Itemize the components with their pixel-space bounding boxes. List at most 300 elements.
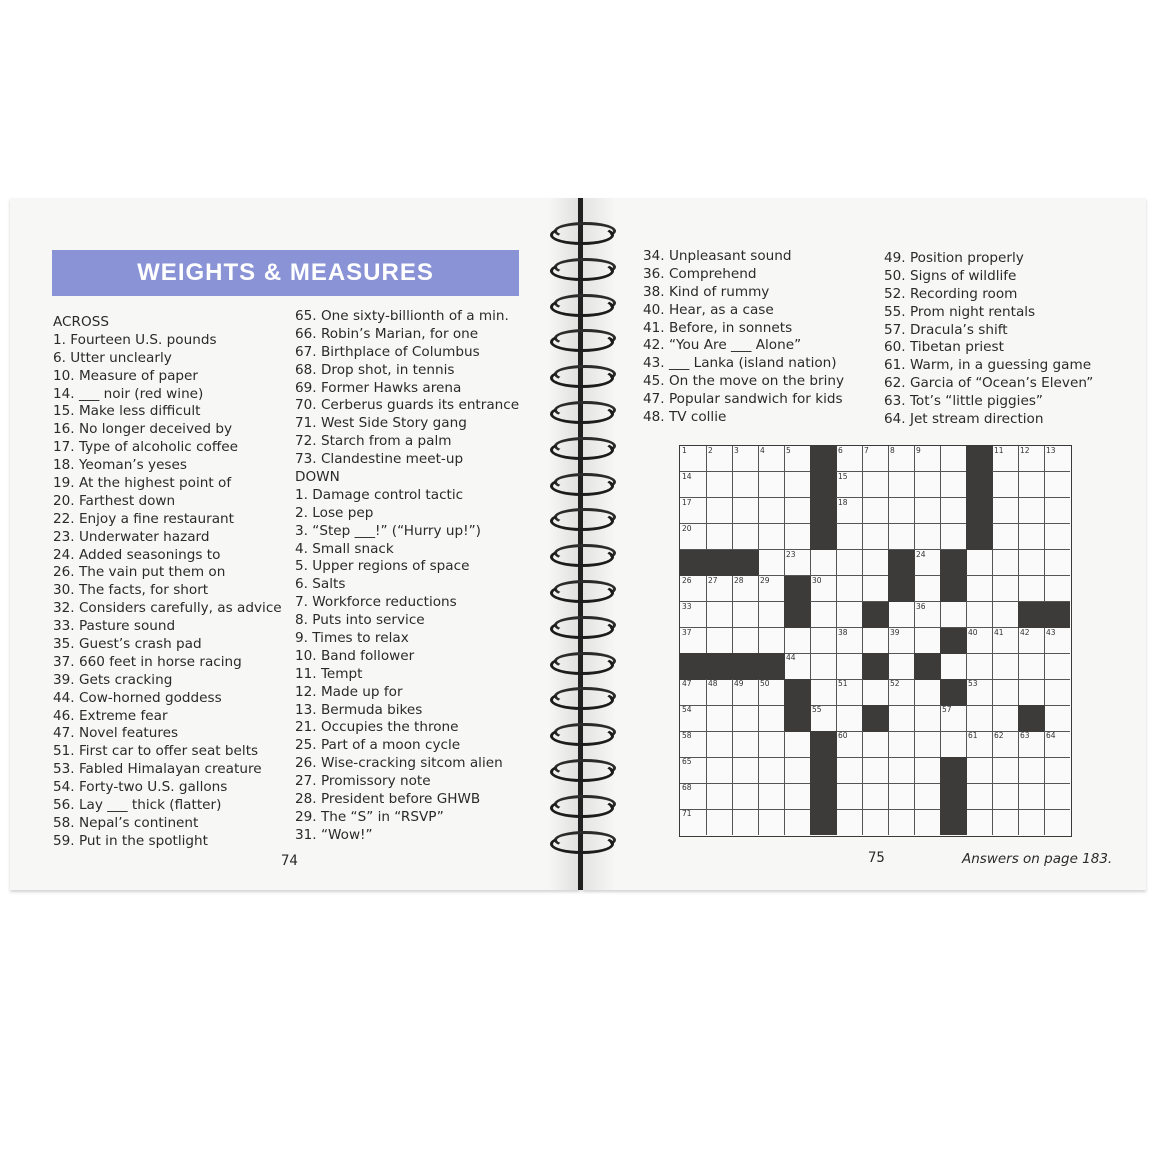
grid-cell[interactable] bbox=[992, 602, 1019, 628]
grid-cell[interactable] bbox=[1018, 731, 1045, 757]
grid-cell[interactable] bbox=[862, 524, 889, 550]
grid-cell[interactable] bbox=[966, 757, 993, 783]
clue-item: 64. Jet stream direction bbox=[884, 411, 1044, 428]
grid-cell[interactable] bbox=[1018, 446, 1045, 472]
grid-cell[interactable] bbox=[1044, 498, 1070, 524]
grid-cell[interactable] bbox=[706, 498, 733, 524]
grid-cell[interactable] bbox=[1044, 628, 1070, 654]
cell-number: 53 bbox=[968, 679, 978, 689]
clue-item: 32. Considers carefully, as advice bbox=[53, 600, 282, 617]
grid-cell[interactable] bbox=[992, 472, 1019, 498]
clue-item: 8. Puts into service bbox=[295, 612, 425, 629]
cell-number: 4 bbox=[760, 446, 765, 455]
grid-cell[interactable] bbox=[862, 809, 889, 835]
grid-cell[interactable] bbox=[706, 809, 733, 835]
clue-item: 55. Prom night rentals bbox=[884, 303, 1036, 320]
grid-cell[interactable] bbox=[784, 524, 811, 550]
clue-item: 42. “You Are ___ Alone” bbox=[643, 337, 802, 354]
clue-item: 66. Robin’s Marian, for one bbox=[295, 325, 479, 342]
grid-block bbox=[810, 446, 837, 472]
binding-ring bbox=[548, 652, 614, 674]
grid-cell[interactable] bbox=[1044, 653, 1070, 679]
grid-cell[interactable] bbox=[758, 446, 785, 472]
grid-cell[interactable] bbox=[732, 446, 759, 472]
grid-cell[interactable] bbox=[1018, 757, 1045, 783]
grid-block bbox=[784, 705, 811, 731]
grid-block bbox=[966, 446, 993, 472]
clue-item: 2. Lose pep bbox=[295, 504, 374, 521]
cell-number: 30 bbox=[812, 575, 822, 585]
grid-cell[interactable] bbox=[940, 705, 967, 731]
grid-cell[interactable] bbox=[1018, 550, 1045, 576]
grid-cell[interactable] bbox=[706, 446, 733, 472]
grid-cell[interactable] bbox=[758, 731, 785, 757]
clue-item: 50. Signs of wildlife bbox=[884, 267, 1017, 284]
cell-number: 27 bbox=[708, 575, 718, 585]
cell-number: 15 bbox=[838, 471, 848, 481]
cell-number: 24 bbox=[916, 549, 926, 559]
grid-block bbox=[732, 550, 759, 576]
cell-number: 11 bbox=[994, 446, 1004, 455]
grid-cell[interactable] bbox=[888, 628, 915, 654]
grid-cell[interactable] bbox=[914, 576, 941, 602]
binding-ring bbox=[548, 437, 614, 459]
grid-cell[interactable] bbox=[836, 705, 863, 731]
grid-cell[interactable] bbox=[836, 679, 863, 705]
grid-cell[interactable] bbox=[862, 498, 889, 524]
grid-cell[interactable] bbox=[914, 783, 941, 809]
grid-block bbox=[784, 576, 811, 602]
spiral-binding bbox=[548, 222, 618, 872]
binding-ring bbox=[548, 258, 614, 280]
cell-number: 9 bbox=[916, 446, 921, 455]
clue-item: 58. Nepal’s continent bbox=[53, 814, 199, 831]
grid-cell[interactable] bbox=[1044, 705, 1070, 731]
grid-cell[interactable] bbox=[888, 653, 915, 679]
grid-cell[interactable] bbox=[758, 576, 785, 602]
grid-cell[interactable] bbox=[966, 809, 993, 835]
grid-cell[interactable] bbox=[784, 757, 811, 783]
clue-item: 63. Tot’s “little piggies” bbox=[884, 393, 1043, 410]
grid-cell[interactable] bbox=[992, 783, 1019, 809]
grid-cell[interactable] bbox=[732, 757, 759, 783]
grid-cell[interactable] bbox=[914, 628, 941, 654]
grid-block bbox=[940, 679, 967, 705]
grid-cell[interactable] bbox=[888, 679, 915, 705]
grid-cell[interactable] bbox=[836, 602, 863, 628]
grid-cell[interactable] bbox=[810, 653, 837, 679]
clue-item: 7. Workforce reductions bbox=[295, 594, 457, 611]
grid-cell[interactable] bbox=[680, 524, 707, 550]
clue-item: 61. Warm, in a guessing game bbox=[884, 357, 1092, 374]
grid-cell[interactable] bbox=[992, 628, 1019, 654]
grid-cell[interactable] bbox=[862, 550, 889, 576]
grid-block bbox=[810, 498, 837, 524]
grid-cell[interactable] bbox=[862, 446, 889, 472]
grid-cell[interactable] bbox=[914, 731, 941, 757]
grid-cell[interactable] bbox=[680, 498, 707, 524]
clue-item: 68. Drop shot, in tennis bbox=[295, 361, 455, 378]
grid-cell[interactable] bbox=[784, 472, 811, 498]
clue-item: 35. Guest’s crash pad bbox=[53, 636, 202, 653]
clue-item: 71. West Side Story gang bbox=[295, 415, 467, 432]
grid-cell[interactable] bbox=[836, 809, 863, 835]
clue-column-2 bbox=[295, 308, 519, 845]
grid-cell[interactable] bbox=[758, 679, 785, 705]
binding-ring bbox=[548, 544, 614, 566]
grid-cell[interactable] bbox=[784, 731, 811, 757]
grid-block bbox=[758, 653, 785, 679]
grid-cell[interactable] bbox=[732, 809, 759, 835]
grid-cell[interactable] bbox=[992, 550, 1019, 576]
clue-item: 51. First car to offer seat belts bbox=[53, 743, 259, 760]
cell-number: 5 bbox=[786, 446, 791, 455]
grid-cell[interactable] bbox=[680, 472, 707, 498]
grid-cell[interactable] bbox=[784, 446, 811, 472]
clue-item: 20. Farthest down bbox=[53, 492, 176, 509]
grid-cell[interactable] bbox=[706, 524, 733, 550]
cell-number: 8 bbox=[890, 446, 895, 455]
grid-cell[interactable] bbox=[1044, 783, 1070, 809]
grid-cell[interactable] bbox=[732, 524, 759, 550]
grid-cell[interactable] bbox=[1044, 576, 1070, 602]
grid-cell[interactable] bbox=[888, 472, 915, 498]
grid-block bbox=[810, 783, 837, 809]
grid-cell[interactable] bbox=[1018, 809, 1045, 835]
grid-block bbox=[862, 705, 889, 731]
grid-cell[interactable] bbox=[732, 628, 759, 654]
clue-item: 54. Forty-two U.S. gallons bbox=[53, 779, 228, 796]
grid-cell[interactable] bbox=[706, 731, 733, 757]
grid-block bbox=[940, 576, 967, 602]
grid-block bbox=[940, 809, 967, 835]
grid-cell[interactable] bbox=[862, 731, 889, 757]
grid-cell[interactable] bbox=[810, 550, 837, 576]
grid-cell[interactable] bbox=[940, 602, 967, 628]
grid-cell[interactable] bbox=[836, 653, 863, 679]
grid-cell[interactable] bbox=[836, 576, 863, 602]
clue-item: 27. Promissory note bbox=[295, 773, 431, 790]
grid-cell[interactable] bbox=[680, 446, 707, 472]
grid-cell[interactable] bbox=[732, 602, 759, 628]
grid-cell[interactable] bbox=[680, 809, 707, 835]
binding-ring bbox=[548, 329, 614, 351]
grid-cell[interactable] bbox=[706, 783, 733, 809]
cell-number: 48 bbox=[708, 679, 718, 689]
grid-cell[interactable] bbox=[992, 524, 1019, 550]
clue-column-4 bbox=[884, 250, 1093, 429]
clue-item: 22. Enjoy a fine restaurant bbox=[53, 510, 234, 527]
left-page bbox=[10, 198, 580, 890]
cell-number: 41 bbox=[994, 627, 1004, 637]
clue-item: 47. Novel features bbox=[53, 725, 179, 742]
grid-cell[interactable] bbox=[732, 576, 759, 602]
cell-number: 6 bbox=[838, 446, 843, 455]
grid-cell[interactable] bbox=[1044, 550, 1070, 576]
grid-cell[interactable] bbox=[992, 498, 1019, 524]
grid-cell[interactable] bbox=[914, 809, 941, 835]
grid-cell[interactable] bbox=[758, 809, 785, 835]
grid-cell[interactable] bbox=[1044, 679, 1070, 705]
clue-item: 28. President before GHWB bbox=[295, 791, 481, 808]
grid-block bbox=[706, 653, 733, 679]
cell-number: 18 bbox=[838, 497, 848, 507]
cell-number: 23 bbox=[786, 549, 796, 559]
grid-cell[interactable] bbox=[758, 602, 785, 628]
grid-cell[interactable] bbox=[888, 809, 915, 835]
grid-cell[interactable] bbox=[784, 498, 811, 524]
clue-item: 62. Garcia of “Ocean’s Eleven” bbox=[884, 375, 1094, 392]
grid-cell[interactable] bbox=[758, 550, 785, 576]
cell-number: 2 bbox=[708, 446, 713, 455]
grid-cell[interactable] bbox=[992, 446, 1019, 472]
grid-cell[interactable] bbox=[758, 757, 785, 783]
clue-item: 11. Tempt bbox=[295, 665, 363, 682]
grid-cell[interactable] bbox=[706, 576, 733, 602]
grid-cell[interactable] bbox=[1018, 576, 1045, 602]
grid-cell[interactable] bbox=[784, 653, 811, 679]
binding-ring bbox=[548, 222, 614, 244]
grid-cell[interactable] bbox=[914, 602, 941, 628]
grid-cell[interactable] bbox=[706, 472, 733, 498]
grid-cell[interactable] bbox=[940, 731, 967, 757]
grid-cell[interactable] bbox=[732, 472, 759, 498]
grid-cell[interactable] bbox=[888, 446, 915, 472]
grid-cell[interactable] bbox=[836, 498, 863, 524]
grid-block bbox=[862, 602, 889, 628]
grid-cell[interactable] bbox=[836, 550, 863, 576]
grid-cell[interactable] bbox=[966, 576, 993, 602]
binding-ring bbox=[548, 580, 614, 602]
grid-cell[interactable] bbox=[992, 809, 1019, 835]
grid-cell[interactable] bbox=[914, 705, 941, 731]
grid-cell[interactable] bbox=[992, 731, 1019, 757]
grid-cell[interactable] bbox=[914, 524, 941, 550]
grid-cell[interactable] bbox=[888, 757, 915, 783]
grid-block bbox=[1018, 602, 1045, 628]
grid-cell[interactable] bbox=[1044, 757, 1070, 783]
grid-cell[interactable] bbox=[732, 705, 759, 731]
grid-cell[interactable] bbox=[862, 576, 889, 602]
grid-cell[interactable] bbox=[966, 783, 993, 809]
grid-cell[interactable] bbox=[784, 550, 811, 576]
grid-cell[interactable] bbox=[732, 731, 759, 757]
grid-cell[interactable] bbox=[992, 679, 1019, 705]
grid-cell[interactable] bbox=[784, 783, 811, 809]
grid-cell[interactable] bbox=[1044, 446, 1070, 472]
clue-column-1 bbox=[53, 314, 282, 851]
grid-cell[interactable] bbox=[758, 472, 785, 498]
clue-item: 46. Extreme fear bbox=[53, 707, 168, 724]
page-title: WEIGHTS & MEASURES bbox=[137, 259, 434, 286]
grid-cell[interactable] bbox=[992, 653, 1019, 679]
grid-cell[interactable] bbox=[940, 498, 967, 524]
grid-cell[interactable] bbox=[914, 446, 941, 472]
grid-cell[interactable] bbox=[836, 757, 863, 783]
section-heading: DOWN bbox=[295, 469, 340, 486]
grid-cell[interactable] bbox=[1018, 783, 1045, 809]
grid-cell[interactable] bbox=[966, 731, 993, 757]
clue-item: 10. Band follower bbox=[295, 647, 415, 664]
grid-cell[interactable] bbox=[706, 757, 733, 783]
grid-cell[interactable] bbox=[706, 628, 733, 654]
grid-cell[interactable] bbox=[914, 679, 941, 705]
grid-cell[interactable] bbox=[940, 653, 967, 679]
grid-cell[interactable] bbox=[810, 628, 837, 654]
grid-cell[interactable] bbox=[680, 705, 707, 731]
grid-block bbox=[914, 653, 941, 679]
grid-cell[interactable] bbox=[888, 731, 915, 757]
grid-cell[interactable] bbox=[732, 498, 759, 524]
grid-cell[interactable] bbox=[940, 446, 967, 472]
grid-cell[interactable] bbox=[680, 602, 707, 628]
grid-cell[interactable] bbox=[888, 783, 915, 809]
cell-number: 36 bbox=[916, 601, 926, 611]
grid-cell[interactable] bbox=[966, 550, 993, 576]
cell-number: 52 bbox=[890, 679, 900, 689]
grid-cell[interactable] bbox=[680, 757, 707, 783]
grid-cell[interactable] bbox=[680, 576, 707, 602]
grid-cell[interactable] bbox=[888, 602, 915, 628]
grid-cell[interactable] bbox=[992, 705, 1019, 731]
grid-cell[interactable] bbox=[706, 602, 733, 628]
clue-item: 4. Small snack bbox=[295, 540, 394, 557]
grid-cell[interactable] bbox=[966, 602, 993, 628]
grid-cell[interactable] bbox=[1018, 498, 1045, 524]
grid-cell[interactable] bbox=[1018, 628, 1045, 654]
grid-cell[interactable] bbox=[966, 628, 993, 654]
grid-cell[interactable] bbox=[992, 757, 1019, 783]
clue-item: 53. Fabled Himalayan creature bbox=[53, 761, 262, 778]
grid-cell[interactable] bbox=[914, 757, 941, 783]
grid-cell[interactable] bbox=[810, 679, 837, 705]
grid-cell[interactable] bbox=[836, 628, 863, 654]
grid-cell[interactable] bbox=[836, 446, 863, 472]
grid-block bbox=[810, 731, 837, 757]
clue-item: 1. Fourteen U.S. pounds bbox=[53, 331, 217, 348]
grid-cell[interactable] bbox=[888, 524, 915, 550]
grid-cell[interactable] bbox=[784, 809, 811, 835]
grid-cell[interactable] bbox=[836, 783, 863, 809]
grid-cell[interactable] bbox=[836, 524, 863, 550]
cell-number: 71 bbox=[682, 809, 692, 819]
clue-item: 39. Gets cracking bbox=[53, 671, 173, 688]
grid-cell[interactable] bbox=[810, 705, 837, 731]
grid-block bbox=[810, 524, 837, 550]
grid-cell[interactable] bbox=[966, 679, 993, 705]
grid-cell[interactable] bbox=[680, 679, 707, 705]
clue-item: 30. The facts, for short bbox=[53, 582, 209, 599]
grid-cell[interactable] bbox=[940, 472, 967, 498]
grid-cell[interactable] bbox=[758, 498, 785, 524]
grid-cell[interactable] bbox=[732, 783, 759, 809]
grid-cell[interactable] bbox=[810, 602, 837, 628]
cell-number: 14 bbox=[682, 471, 692, 481]
cell-number: 7 bbox=[864, 446, 869, 455]
binding-ring bbox=[548, 687, 614, 709]
grid-cell[interactable] bbox=[1044, 731, 1070, 757]
grid-cell[interactable] bbox=[758, 783, 785, 809]
grid-cell[interactable] bbox=[758, 628, 785, 654]
grid-cell[interactable] bbox=[1044, 809, 1070, 835]
cell-number: 60 bbox=[838, 731, 848, 741]
grid-cell[interactable] bbox=[888, 705, 915, 731]
clue-item: 3. “Step ___!” (“Hurry up!”) bbox=[295, 522, 481, 539]
clue-item: 17. Type of alcoholic coffee bbox=[53, 439, 238, 456]
cell-number: 29 bbox=[760, 575, 770, 585]
clue-item: 10. Measure of paper bbox=[53, 367, 198, 384]
cell-number: 61 bbox=[968, 731, 978, 741]
grid-cell[interactable] bbox=[810, 576, 837, 602]
grid-block bbox=[1044, 602, 1070, 628]
grid-cell[interactable] bbox=[758, 705, 785, 731]
grid-cell[interactable] bbox=[1044, 524, 1070, 550]
clue-item: 15. Make less difficult bbox=[53, 403, 201, 420]
grid-cell[interactable] bbox=[862, 628, 889, 654]
grid-cell[interactable] bbox=[706, 705, 733, 731]
clue-item: 56. Lay ___ thick (flatter) bbox=[53, 797, 222, 814]
grid-cell[interactable] bbox=[940, 524, 967, 550]
answers-note: Answers on page 183. bbox=[962, 851, 1113, 867]
clue-item: 44. Cow-horned goddess bbox=[53, 689, 222, 706]
grid-cell[interactable] bbox=[680, 783, 707, 809]
grid-cell[interactable] bbox=[862, 757, 889, 783]
clue-item: 36. Comprehend bbox=[643, 265, 757, 282]
grid-cell[interactable] bbox=[1044, 472, 1070, 498]
grid-cell[interactable] bbox=[862, 679, 889, 705]
grid-cell[interactable] bbox=[1018, 679, 1045, 705]
cell-number: 51 bbox=[838, 679, 848, 689]
grid-cell[interactable] bbox=[758, 524, 785, 550]
clue-item: 18. Yeoman’s yeses bbox=[53, 457, 187, 474]
grid-cell[interactable] bbox=[914, 550, 941, 576]
grid-cell[interactable] bbox=[784, 628, 811, 654]
grid-cell[interactable] bbox=[836, 472, 863, 498]
grid-block bbox=[940, 550, 967, 576]
cell-number: 58 bbox=[682, 731, 692, 741]
grid-cell[interactable] bbox=[1018, 653, 1045, 679]
grid-cell[interactable] bbox=[732, 679, 759, 705]
grid-cell[interactable] bbox=[966, 705, 993, 731]
grid-cell[interactable] bbox=[680, 731, 707, 757]
clue-item: 26. Wise-cracking sitcom alien bbox=[295, 755, 503, 772]
grid-cell[interactable] bbox=[836, 731, 863, 757]
grid-cell[interactable] bbox=[862, 783, 889, 809]
cell-number: 12 bbox=[1020, 446, 1030, 455]
grid-cell[interactable] bbox=[862, 472, 889, 498]
title-banner bbox=[52, 250, 519, 296]
grid-cell[interactable] bbox=[966, 653, 993, 679]
grid-cell[interactable] bbox=[888, 498, 915, 524]
clue-item: 41. Before, in sonnets bbox=[643, 319, 793, 336]
clue-item: 37. 660 feet in horse racing bbox=[53, 653, 242, 670]
grid-cell[interactable] bbox=[992, 576, 1019, 602]
grid-cell[interactable] bbox=[914, 498, 941, 524]
grid-block bbox=[888, 550, 915, 576]
grid-cell[interactable] bbox=[1018, 472, 1045, 498]
grid-block bbox=[940, 757, 967, 783]
clue-item: 24. Added seasonings to bbox=[53, 546, 221, 563]
grid-cell[interactable] bbox=[680, 628, 707, 654]
clue-item: 9. Times to relax bbox=[295, 630, 409, 647]
grid-cell[interactable] bbox=[1018, 524, 1045, 550]
cell-number: 42 bbox=[1020, 627, 1030, 637]
grid-block bbox=[940, 628, 967, 654]
grid-cell[interactable] bbox=[914, 472, 941, 498]
left-page-number: 74 bbox=[281, 853, 298, 869]
grid-cell[interactable] bbox=[706, 679, 733, 705]
grid-block bbox=[810, 472, 837, 498]
